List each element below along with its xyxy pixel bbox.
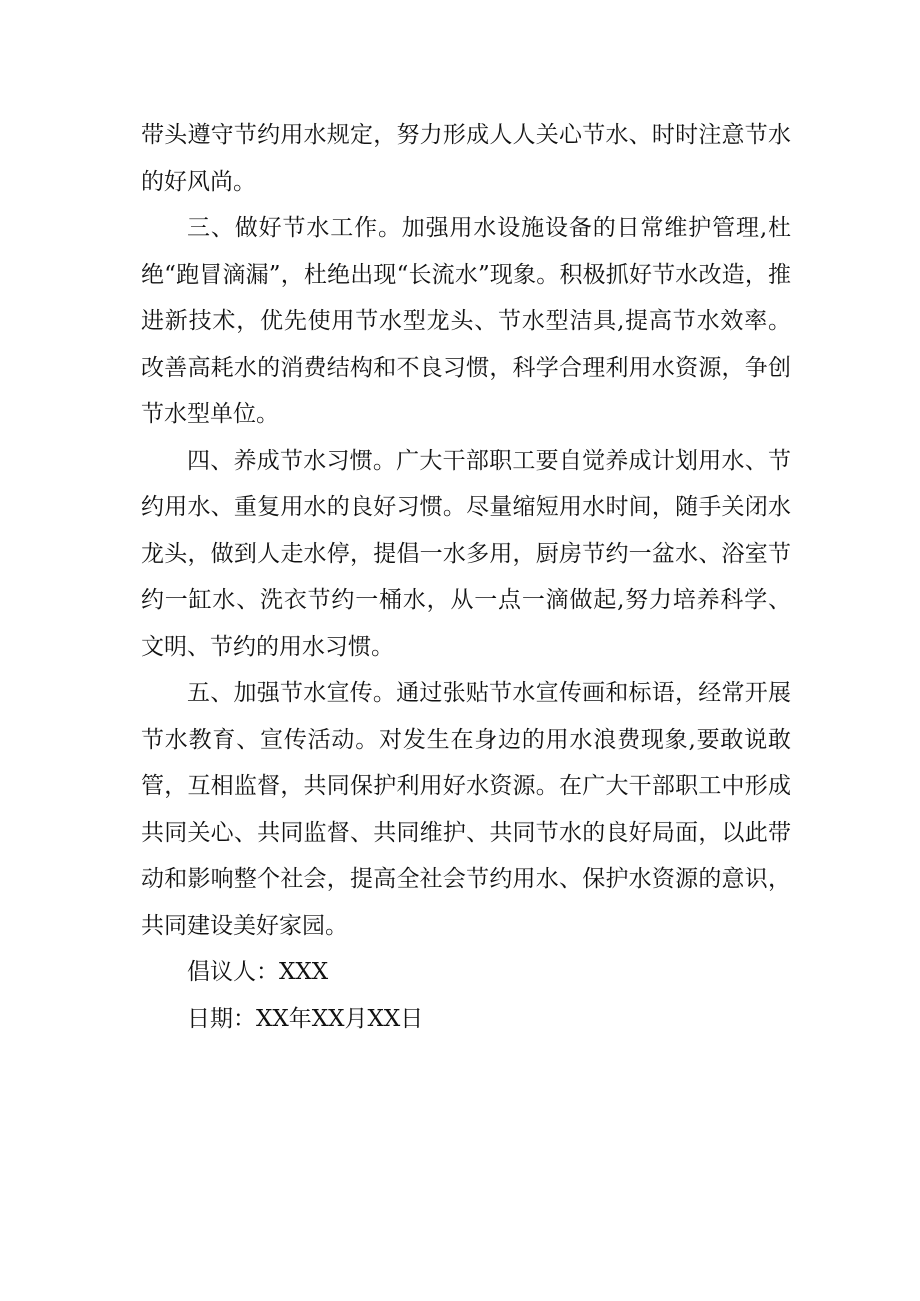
paragraph-section-five: 五、加强节水宣传。通过张贴节水宣传画和标语，经常开展节水教育、宣传活动。对发生在身边的用水浪费现象,要敢说敢管，互相监督，共同保护利用好水资源。在广大干部职工中形成共同关心、共同监督、共同维护、共同节水的良好局面，以此带动和影响整个社会，提高全社会节约用水、保护水资源的意识，共同建设美好家园。 [141,680,791,939]
initiator-line: 倡议人：XXX [187,959,329,985]
paragraph-continuation: 带头遵守节约用水规定，努力形成人人关心节水、时时注意节水的好风尚。 [141,122,791,195]
paragraph-section-three: 三、做好节水工作。加强用水设施设备的日常维护管理,杜绝“跑冒滴漏”，杜绝出现“长流水”现象。积极抓好节水改造，推进新技术，优先使用节水型龙头、节水型洁具,提高节水效率。改善高耗水的消费结构和不良习惯，科学合理利用水资源，争创节水型单位。 [141,215,791,427]
document-body [141,112,791,1042]
paragraph-section-four: 四、养成节水习惯。广大干部职工要自觉养成计划用水、节约用水、重复用水的良好习惯。尽量缩短用水时间，随手关闭水龙头，做到人走水停，提倡一水多用，厨房节约一盆水、浴室节约一缸水、洗衣节约一桶水，从一点一滴做起,努力培养科学、文明、节约的用水习惯。 [141,447,791,660]
date-line: 日期：XX年XX月XX日 [187,1005,424,1032]
